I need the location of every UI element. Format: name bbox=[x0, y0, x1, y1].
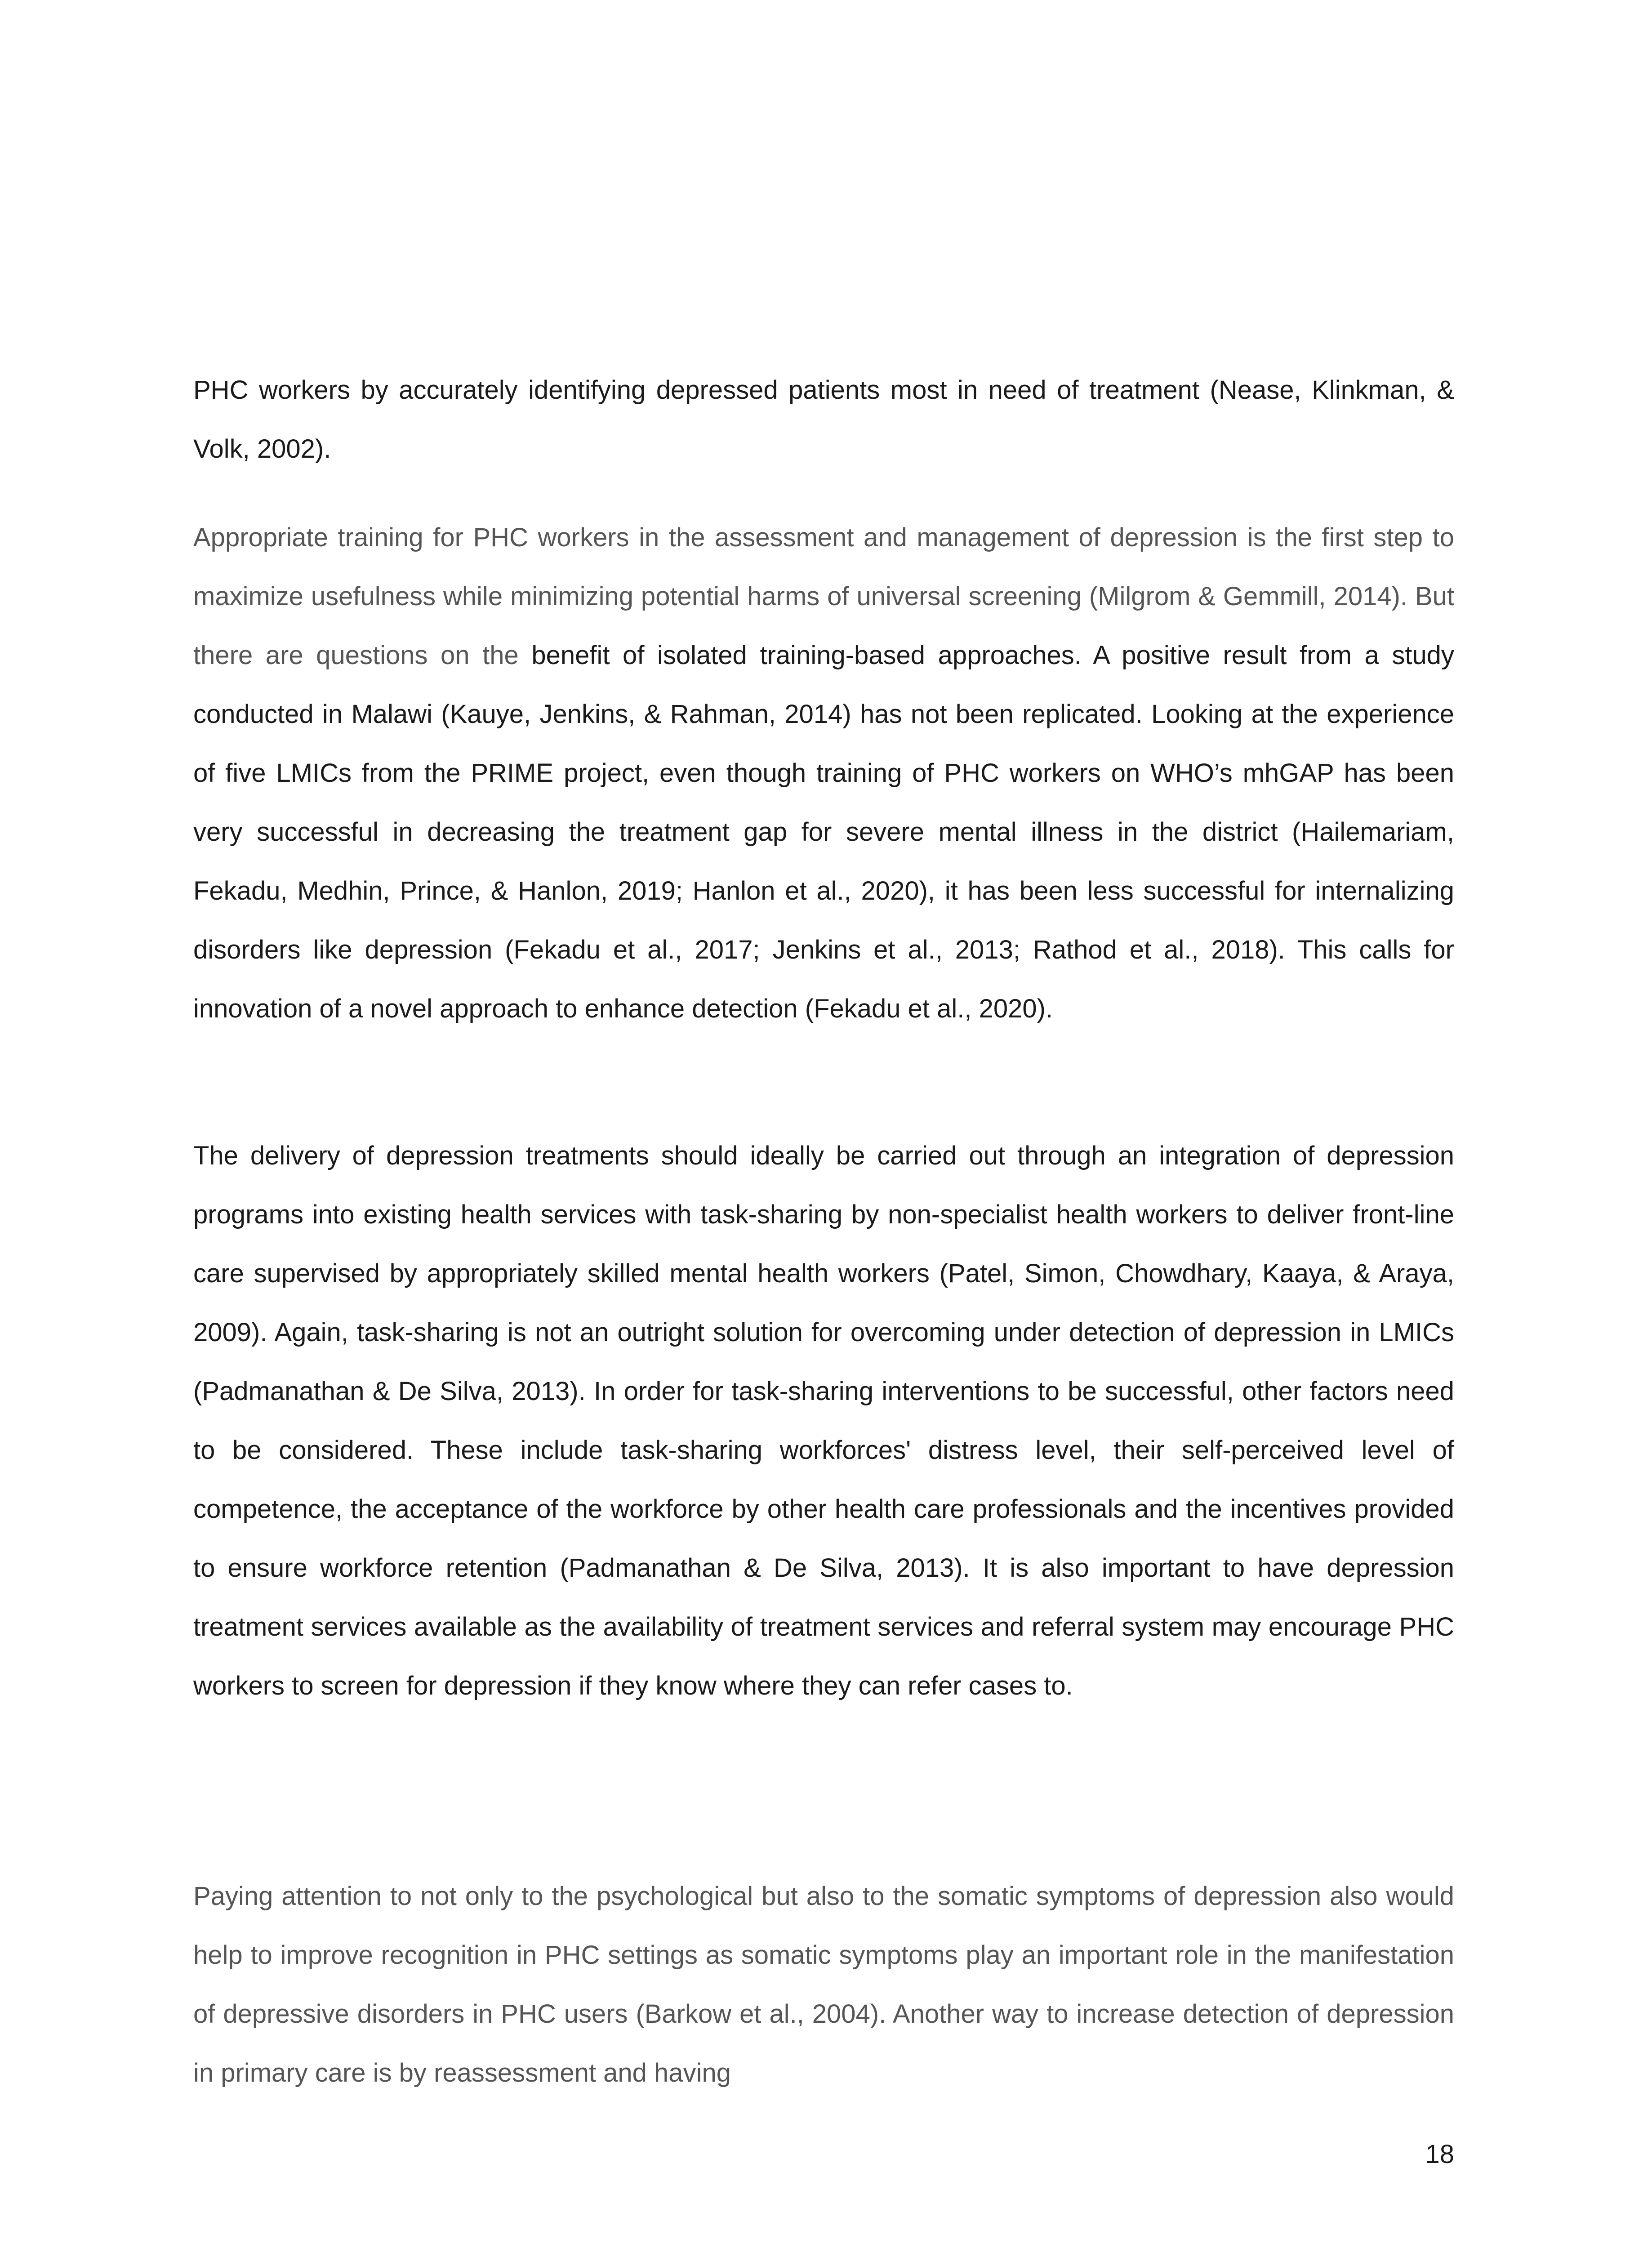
page-number: 18 bbox=[1425, 2140, 1454, 2169]
paragraph-2 bbox=[193, 508, 1454, 1038]
paragraph-3-text: The delivery of depression treatments should ideally be carried out through an integration of depression programs into existing health services with task-sharing by non-specialist health workers to deliver front-line care supervised by appropriately skilled mental health workers (Patel, Simon, Chowdhary, Kaaya, & Araya, 2009). Again, task-sharing is not an outright solution for overcoming under detection of depression in LMICs (Padmanathan & De Silva, 2013). In order for task-sharing interventions to be successful, other factors need to be considered. These include task-sharing workforces' distress level, their self-perceived level of competence, the acceptance of the workforce by other health care professionals and the incentives provided to ensure workforce retention (Padmanathan & De Silva, 2013). It is also important to have depression treatment services available as the availability of treatment services and referral system may encourage PHC workers to screen for depression if they know where they can refer cases to. bbox=[193, 1141, 1454, 1700]
paragraph-1 bbox=[193, 361, 1454, 478]
paragraph-1-text: PHC workers by accurately identifying depressed patients most in need of treatment (Nease, Klinkman, & Volk, 2002). bbox=[193, 375, 1454, 464]
paragraph-2-text-gray: Appropriate training for PHC workers in the assessment and management of depression is the first step to maximize usefulness while minimizing potential harms of universal screening (Milgrom & Gemmill, 2014). But there are questions on the bbox=[193, 523, 1454, 670]
paragraph-4-text: Paying attention to not only to the psychological but also to the somatic symptoms of depression also would help to improve recognition in PHC settings as somatic symptoms play an important role in the manifestation of depressive disorders in PHC users (Barkow et al., 2004). Another way to increase detection of depression in primary care is by reassessment and having bbox=[193, 1882, 1454, 2087]
paragraph-3 bbox=[193, 1126, 1454, 1715]
paragraph-4 bbox=[193, 1867, 1454, 2102]
paragraph-2-text-dark: benefit of isolated training-based approaches. A positive result from a study conducted in Malawi (Kauye, Jenkins, & Rahman, 2014) has not been replicated. Looking at the experience of five LMICs from the PRIME project, even though training of PHC workers on WHO’s mhGAP has been very successful in decreasing the treatment gap for severe mental illness in the district (Hailemariam, Fekadu, Medhin, Prince, & Hanlon, 2019; Hanlon et al., 2020), it has been less successful for internalizing disorders like depression (Fekadu et al., 2017; Jenkins et al., 2013; Rathod et al., 2018). This calls for innovation of a novel approach to enhance detection (Fekadu et al., 2020). bbox=[193, 641, 1454, 1023]
